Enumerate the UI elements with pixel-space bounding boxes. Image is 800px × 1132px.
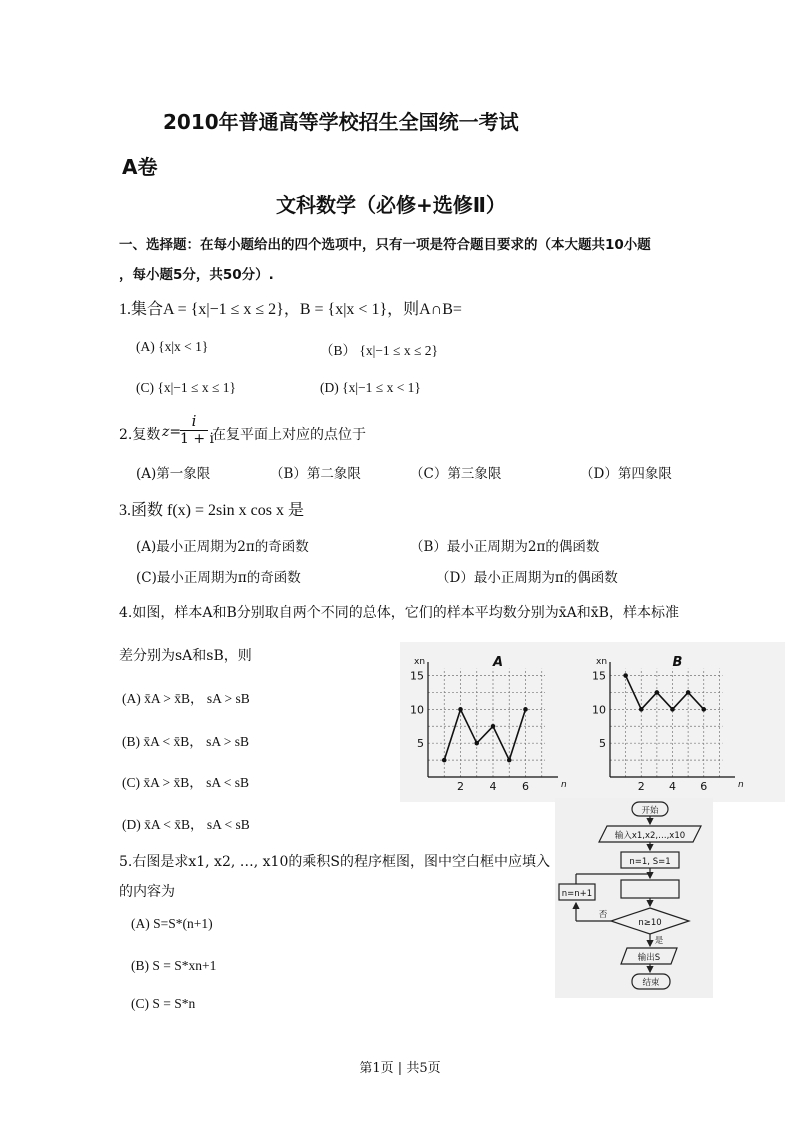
q4-option-c: (C) x̄A > x̄B， sA < sB [122,775,249,790]
q2-option-c: （C）第三象限 [410,466,502,482]
flow-init-label: n=1, S=1 [629,857,671,867]
exam-title: 2010年普通高等学校招生全国统一考试 [163,110,519,134]
x-tick-label-a: 2 [457,780,464,793]
flow-yes-label: 是 [654,936,664,946]
q5-option-b: (B) S = S*xn+1 [131,958,217,973]
q5-stem-line2: 的内容为 [119,884,175,900]
y-tick-label-a: 10 [410,703,424,717]
x-axis-label-b: n [738,780,744,790]
data-point-b [686,690,691,695]
x-tick-label-b: 4 [669,780,676,793]
q4-stem-line1: 4.如图，样本A和B分别取自两个不同的总体，它们的样本平均数分别为x̄A和x̄B，样本标准 [119,605,679,621]
charts-background [400,642,785,802]
page-footer: 第1页 | 共5页 [359,1061,441,1076]
q4-option-d: (D) x̄A < x̄B， sA < sB [122,817,250,832]
data-point-a [442,758,447,763]
q2-stem-suffix: 在复平面上对应的点位于 [212,427,366,443]
q2-option-d: （D）第四象限 [580,466,672,482]
q4-stem-line2: 差分别为sA和sB，则 [119,648,252,664]
q1-stem: 1.集合A = {x|−1 ≤ x ≤ 2}，B = {x|x < 1}，则A∩B= [119,301,462,318]
data-point-a [491,724,496,729]
q3-option-d: （D）最小正周期为π的偶函数 [436,570,618,586]
data-point-a [507,758,512,763]
x-tick-label-b: 2 [637,780,645,793]
y-tick-label-a: 15 [410,669,424,683]
flow-condition-label: n≥10 [638,918,662,928]
q4-option-a: (A) x̄A > x̄B， sA > sB [122,691,250,706]
y-tick-label-b: 15 [592,669,606,683]
section-intro-line2: ，每小题5分，共50分）. [119,267,274,283]
x-tick-label-b: 6 [700,780,708,793]
q3-option-b: （B）最小正周期为2π的偶函数 [410,539,600,555]
q5-option-c: (C) S = S*n [131,996,196,1011]
data-point-b [655,690,660,695]
q1-option-b: （B） {x|−1 ≤ x ≤ 2} [320,343,438,358]
y-axis-label-a: xn [414,657,426,667]
q2-fraction [180,412,215,448]
q3-option-a: (A)最小正周期为2π的奇函数 [136,539,309,555]
data-point-b [701,707,706,712]
data-point-a [523,707,528,712]
q2-option-a: (A)第一象限 [136,466,211,482]
flow-increment-label: n=n+1 [561,889,593,899]
data-point-b [623,673,628,678]
q5-option-a: (A) S=S*(n+1) [131,916,213,931]
q1-option-d: (D) {x|−1 ≤ x < 1} [320,380,421,395]
flow-start-label: 开始 [641,806,659,816]
y-axis-label-b: xn [596,657,608,667]
flow-no-label: 否 [598,910,608,920]
q4-option-b: (B) x̄A < x̄B， sA > sB [122,734,249,749]
y-tick-label-b: 10 [592,703,606,717]
q2-stem-prefix: 2.复数 [119,427,161,443]
q3-option-c: (C)最小正周期为π的奇函数 [136,570,301,586]
section-intro-line1: 一、选择题：在每小题给出的四个选项中，只有一项是符合题目要求的（本大题共10小题 [119,237,651,253]
flowchart [555,798,713,998]
y-tick-label-b: 5 [599,737,606,751]
flow-output-label: 输出S [637,953,661,963]
q2-numerator: i [191,412,197,430]
data-point-b [639,707,644,712]
subject-title: 文科数学（必修+选修Ⅱ） [276,193,506,217]
chart-title-a: A [493,655,504,670]
y-tick-label-a: 5 [417,737,424,751]
chart-title-b: B [672,655,683,670]
x-axis-label-a: n [561,780,567,790]
q1-option-a: (A) {x|x < 1} [136,339,209,354]
q2-z: z= [162,424,182,440]
flow-end-label: 结束 [642,978,660,988]
x-tick-label-a: 6 [522,780,529,793]
flow-input-label: 输入x1,x2,…,x10 [614,831,686,841]
data-point-a [458,707,463,712]
q2-denominator: 1 + i [180,431,215,447]
q2-option-b: （B）第二象限 [270,466,361,482]
data-point-a [474,741,479,746]
q5-stem-line1: 5.右图是求x1, x2, …, x10的乘积S的程序框图，图中空白框中应填入 [119,854,550,870]
q1-option-c: (C) {x|−1 ≤ x ≤ 1} [136,380,236,395]
q3-stem: 3.函数 f(x) = 2sin x cos x 是 [119,502,305,519]
paper-label: A卷 [122,155,158,179]
x-tick-label-a: 4 [489,780,497,793]
sample-charts [400,642,785,802]
data-point-b [670,707,675,712]
